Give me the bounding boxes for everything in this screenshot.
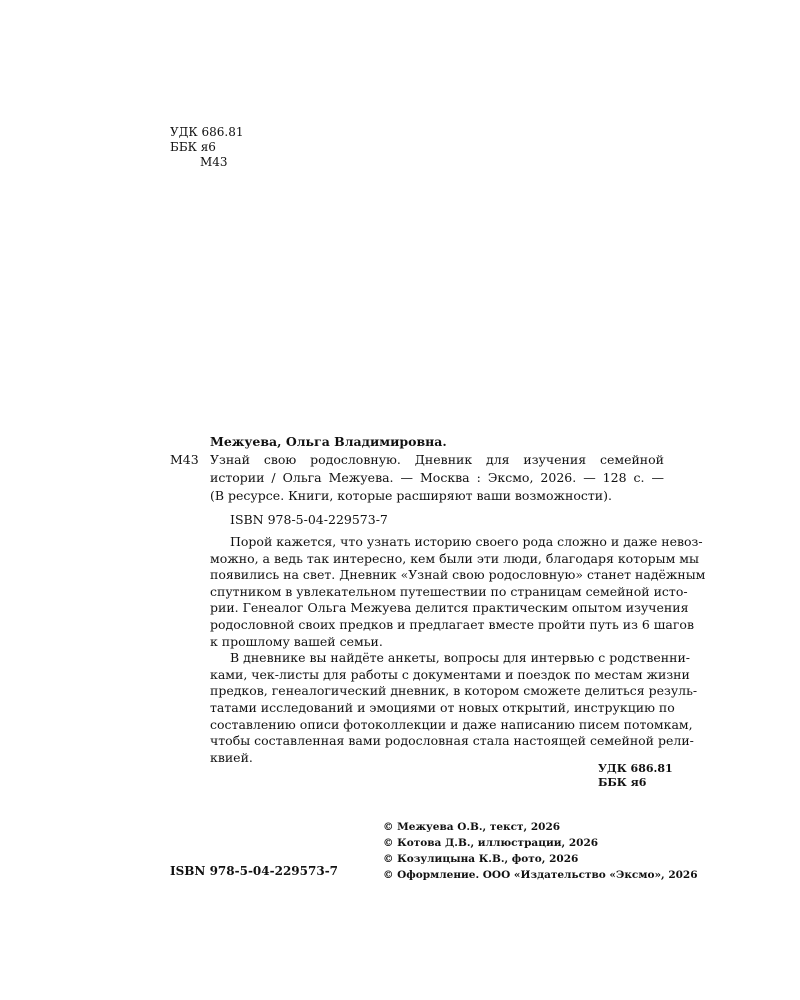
- annotation-line: В дневнике вы найдёте анкеты, вопросы для интервью с родственни-: [230, 650, 691, 666]
- entry-author-mark: М43: [170, 452, 199, 467]
- annotation-line: ками, чек-листы для работы с документами и поездок по местам жизни: [210, 666, 690, 682]
- entry-author: Межуева, Ольга Владимировна.: [210, 434, 447, 449]
- udk-code: УДК 686.81: [170, 125, 244, 139]
- entry-title-line: (В ресурсе. Книги, которые расширяют ваши возможности).: [210, 488, 612, 503]
- udk-code: УДК 686.81: [598, 762, 673, 775]
- entry-isbn: ISBN 978-5-04-229573-7: [230, 512, 388, 527]
- annotation-line: составлению описи фотоколлекции и даже написанию писем потомкам,: [210, 716, 693, 732]
- annotation-line: Порой кажется, что узнать историю своего рода сложно и даже невоз-: [230, 534, 703, 549]
- annotation-line: можно, а ведь так интересно, кем были эти люди, благодаря которым мы: [210, 550, 699, 566]
- entry-title-line: Узнай свою родословную. Дневник для изучения семейной: [210, 452, 664, 467]
- copyright-line: © Котова Д.В., иллюстрации, 2026: [383, 837, 599, 849]
- classification-block-top: [170, 125, 244, 170]
- classification-block-bottom: [598, 762, 673, 790]
- annotation-line: татами исследований и эмоциями от новых открытий, инструкцию по: [210, 699, 675, 715]
- annotation-line: рии. Генеалог Ольга Межуева делится практическим опытом изучения: [210, 600, 689, 616]
- author-mark: М43: [200, 155, 228, 169]
- entry-title: [210, 451, 664, 505]
- copyright-block: [383, 819, 698, 883]
- annotation-line: спутником в увлекательном путешествии по страницам семейной исто-: [210, 583, 688, 599]
- annotation-line: появились на свет. Дневник «Узнай свою родословную» станет надёжным: [210, 567, 706, 583]
- bbk-code: ББК я6: [598, 776, 647, 789]
- bbk-code: ББК я6: [170, 140, 216, 154]
- annotation-line: родословной своих предков и предлагает вместе пройти путь из 6 шагов: [210, 616, 694, 632]
- annotation-line: чтобы составленная вами родословная стала настоящей семейной рели-: [210, 733, 694, 749]
- isbn-bottom: ISBN 978-5-04-229573-7: [170, 864, 339, 878]
- copyright-line: © Межуева О.В., текст, 2026: [383, 821, 561, 833]
- annotation-line: квией.: [210, 749, 253, 765]
- entry-title-line: истории / Ольга Межуева. — Москва : Эксмо, 2026. — 128 с. —: [210, 470, 664, 485]
- annotation: [210, 534, 706, 766]
- annotation-line: предков, генеалогический дневник, в котором сможете делиться резуль-: [210, 683, 698, 699]
- copyright-line: © Оформление. ООО «Издательство «Эксмо», 2026: [383, 869, 698, 881]
- annotation-line: к прошлому вашей семьи.: [210, 633, 383, 649]
- copyright-line: © Козулицына К.В., фото, 2026: [383, 853, 579, 865]
